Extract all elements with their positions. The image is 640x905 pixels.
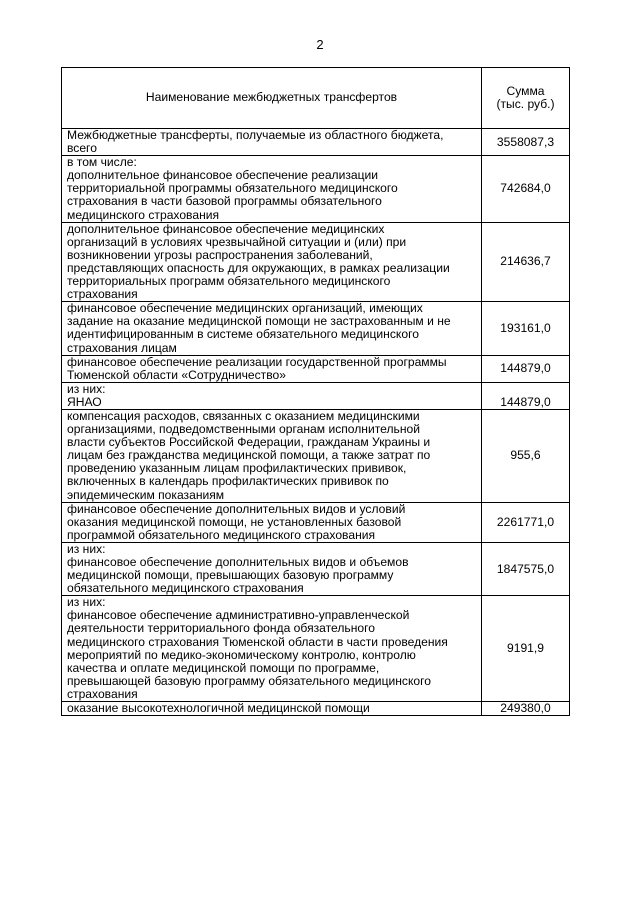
transfer-name-cell	[62, 542, 482, 595]
table-header-row	[62, 68, 570, 129]
transfer-amount: 144879,0	[482, 382, 570, 409]
transfer-name-cell	[62, 156, 482, 222]
table-row	[62, 129, 570, 156]
transfer-name-line: превышающей базовую программу обязательного медицинского	[67, 673, 431, 688]
transfer-amount: 193161,0	[482, 302, 570, 355]
header-name-cell	[62, 68, 482, 129]
header-amount-line-2: (тыс. руб.)	[496, 97, 555, 111]
transfer-amount: 742684,0	[482, 156, 570, 222]
transfer-name-line: программой обязательного медицинского страхования	[67, 527, 376, 542]
transfer-amount: 3558087,3	[482, 129, 570, 156]
transfer-name-line: финансовое обеспечение реализации государственной программы	[67, 354, 447, 369]
transfer-name-cell	[62, 302, 482, 355]
transfer-amount: 955,6	[482, 409, 570, 502]
table-row	[62, 409, 570, 502]
table-row	[62, 702, 570, 716]
transfer-name-cell	[62, 702, 482, 716]
transfer-name-line: задание на оказание медицинской помощи не застрахованным и не	[67, 314, 451, 329]
transfer-name-line: Межбюджетные трансферты, получаемые из областного бюджета,	[67, 128, 444, 142]
table-row	[62, 542, 570, 595]
header-amount-line-1: Сумма	[506, 83, 545, 98]
transfer-name-line: возникновении угрозы распространения заболеваний,	[67, 247, 373, 262]
transfer-name-cell	[62, 222, 482, 302]
transfer-name-line: компенсация расходов, связанных с оказанием медицинскими	[67, 408, 420, 423]
transfer-name-line: мероприятий по медико-экономическому контролю, контролю	[67, 647, 416, 662]
transfer-name-line: финансовое обеспечение дополнительных видов и условий	[67, 501, 406, 516]
transfer-name-line: из них:	[67, 595, 106, 610]
transfer-amount: 249380,0	[482, 702, 570, 716]
transfer-name-line: обязательного медицинского страхования	[67, 581, 304, 596]
transfer-name-line: проведению указанным лицам профилактических прививок,	[67, 461, 407, 476]
transfer-name-line: из них:	[67, 541, 106, 556]
header-name: Наименование межбюджетных трансфертов	[145, 90, 398, 105]
transfer-name-line: дополнительное финансовое обеспечение реализации	[67, 168, 379, 183]
transfer-name-line: финансовое обеспечение дополнительных видов и объемов	[67, 555, 409, 569]
transfer-name-line: дополнительное финансовое обеспечение медицинских	[67, 221, 385, 236]
transfer-name-line: территориальных программ обязательного медицинского	[67, 274, 391, 289]
transfer-name-line: организациями, подведомственными органам исполнительной	[67, 422, 420, 437]
transfer-name-line: качества и оплате медицинской помощи по программе,	[67, 660, 380, 675]
table-row	[62, 302, 570, 355]
transfer-name-line: страхования	[67, 287, 138, 302]
transfer-amount: 9191,9	[482, 596, 570, 702]
transfer-name-line: эпидемическим показаниям	[67, 487, 225, 502]
transfer-name-line: страхования	[67, 686, 138, 701]
transfer-name-line: из них:	[67, 381, 106, 396]
transfer-name-line: включенных в календарь профилактических прививок по	[67, 474, 389, 489]
transfer-name-line: идентифицированным в системе обязательного медицинского	[67, 327, 419, 342]
table-row	[62, 382, 570, 409]
transfer-name-line: территориальной программы обязательного медицинского	[67, 181, 398, 196]
page-number: 2	[316, 37, 324, 52]
transfer-name-line: медицинской помощи, превышающих базовую программу	[67, 568, 394, 583]
transfer-name-line: деятельности территориального фонда обязательного	[67, 621, 375, 636]
transfer-name-line: власти субъектов Российской Федерации, гражданам Украины и	[67, 435, 431, 450]
transfer-name-line: финансовое обеспечение административно-управленческой	[67, 608, 410, 623]
transfer-name-line: в том числе:	[67, 155, 137, 170]
transfer-name-line: лицам без гражданства медицинской помощи, а также затрат по	[67, 448, 431, 463]
table-row	[62, 222, 570, 302]
transfer-name-cell	[62, 382, 482, 409]
table-row	[62, 596, 570, 702]
transfer-name-cell	[62, 409, 482, 502]
transfer-name-line: страхования в части базовой программы обязательного	[67, 194, 382, 209]
transfer-name-line: всего	[67, 141, 97, 156]
transfer-name-line: оказания медицинской помощи, не установленных базовой	[67, 514, 402, 529]
transfer-name-line: оказание высокотехнологичной медицинской помощи	[67, 701, 370, 716]
transfer-amount: 144879,0	[482, 355, 570, 382]
transfer-name-line: ЯНАО	[67, 394, 102, 409]
transfer-name-line: медицинского страхования Тюменской области в части проведения	[67, 634, 448, 649]
transfer-name-cell	[62, 502, 482, 542]
transfers-table	[61, 67, 570, 716]
transfer-name-line: финансовое обеспечение медицинских организаций, имеющих	[67, 301, 423, 316]
header-amount-cell	[482, 68, 570, 129]
transfer-amount: 2261771,0	[482, 502, 570, 542]
table-row	[62, 355, 570, 382]
transfer-amount: 1847575,0	[482, 542, 570, 595]
table-row	[62, 502, 570, 542]
transfer-name-cell	[62, 596, 482, 702]
transfer-name-cell	[62, 129, 482, 156]
transfer-name-line: страхования лицам	[67, 340, 177, 355]
transfer-name-line: организаций в условиях чрезвычайной ситуации и (или) при	[67, 234, 407, 249]
table-row	[62, 156, 570, 222]
transfer-name-line: медицинского страхования	[67, 207, 220, 222]
transfer-name-cell	[62, 355, 482, 382]
transfer-name-line: представляющих опасность для окружающих, в рамках реализации	[67, 260, 450, 275]
transfer-amount: 214636,7	[482, 222, 570, 302]
transfer-name-line: Тюменской области «Сотрудничество»	[67, 367, 286, 382]
